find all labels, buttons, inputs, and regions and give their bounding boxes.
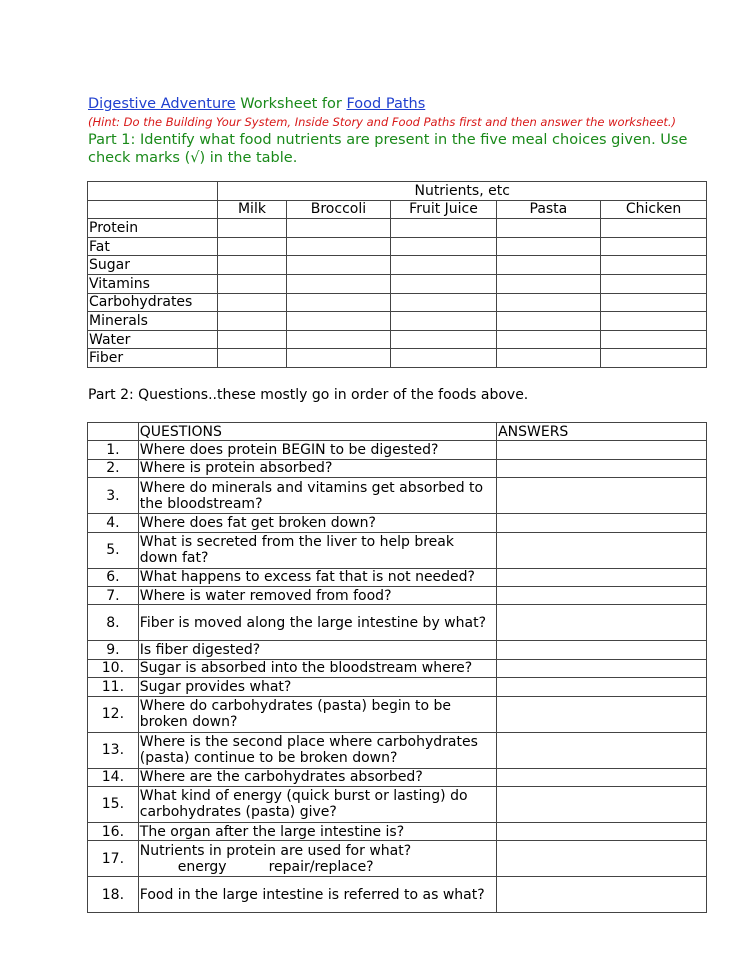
check-cell[interactable] [496,219,600,238]
check-cell[interactable] [601,256,707,275]
nutrient-label: Carbohydrates [88,293,218,312]
nutrient-label: Protein [88,219,218,238]
question-row [88,786,707,822]
question-row [88,605,707,641]
question-cell [138,841,496,877]
check-cell[interactable] [496,293,600,312]
answer-cell[interactable] [497,478,707,514]
question-text: Where is the second place where carbohydrates (pasta) continue to be broken down? [138,732,496,768]
question-text: Where does fat get broken down? [138,514,496,532]
question-row [88,586,707,604]
answer-cell[interactable] [497,514,707,532]
foods-header-row [88,200,707,219]
check-cell[interactable] [496,349,600,368]
food-paths-link[interactable]: Food Paths [346,96,426,112]
part1-instructions: Part 1: Identify what food nutrients are present in the five meal choices given. Use check marks (√) in the table. [88,132,688,166]
check-cell[interactable] [391,312,496,331]
nutrient-row [88,237,707,256]
question-number: 8. [88,605,139,641]
questions-header-row [88,423,707,441]
question-number: 16. [88,822,139,840]
question-row [88,696,707,732]
answer-options [140,859,495,875]
food-header-pasta: Pasta [496,200,600,219]
question-text: What kind of energy (quick burst or lasting) do carbohydrates (pasta) give? [138,786,496,822]
check-cell[interactable] [601,219,707,238]
nutrient-label: Vitamins [88,274,218,293]
question-row [88,459,707,477]
check-cell[interactable] [391,219,496,238]
check-cell[interactable] [391,237,496,256]
check-cell[interactable] [601,274,707,293]
nutrient-row [88,219,707,238]
answer-cell[interactable] [497,822,707,840]
answers-column-header: ANSWERS [497,423,707,441]
food-header-milk: Milk [218,200,286,219]
question-text: Where do carbohydrates (pasta) begin to be broken down? [138,696,496,732]
question-number: 10. [88,659,139,677]
nutrient-row [88,312,707,331]
check-cell[interactable] [601,349,707,368]
answer-cell[interactable] [497,732,707,768]
question-number: 14. [88,768,139,786]
question-text: Where do minerals and vitamins get absorbed to the bloodstream? [138,478,496,514]
question-row [88,532,707,568]
question-number: 6. [88,568,139,586]
nutrients-group-header-row [88,182,707,201]
answer-cell[interactable] [497,659,707,677]
answer-cell[interactable] [497,786,707,822]
question-text: Sugar is absorbed into the bloodstream where? [138,659,496,677]
question-number: 11. [88,678,139,696]
food-header-broccoli: Broccoli [286,200,391,219]
nutrients-group-header: Nutrients, etc [218,182,707,201]
answer-cell[interactable] [497,768,707,786]
check-cell[interactable] [286,219,391,238]
answer-cell[interactable] [497,877,707,913]
nutrient-label: Fat [88,237,218,256]
question-number: 5. [88,532,139,568]
question-number: 2. [88,459,139,477]
question-row [88,641,707,659]
question-text: Food in the large intestine is referred to as what? [138,877,496,913]
check-cell[interactable] [286,274,391,293]
question-text: Where are the carbohydrates absorbed? [138,768,496,786]
question-row [88,568,707,586]
question-text: Sugar provides what? [138,678,496,696]
answer-cell[interactable] [497,532,707,568]
question-row [88,841,707,877]
nutrient-label: Minerals [88,312,218,331]
answer-cell[interactable] [497,696,707,732]
questions-column-header: QUESTIONS [138,423,496,441]
food-header-chicken: Chicken [601,200,707,219]
question-number: 13. [88,732,139,768]
question-number: 15. [88,786,139,822]
question-text: What is secreted from the liver to help break down fat? [138,532,496,568]
check-cell[interactable] [286,293,391,312]
question-row [88,768,707,786]
digestive-adventure-link[interactable]: Digestive Adventure [88,96,236,112]
check-cell[interactable] [218,312,286,331]
check-cell[interactable] [496,237,600,256]
question-text: Is fiber digested? [138,641,496,659]
check-cell[interactable] [601,330,707,349]
nutrient-row [88,256,707,275]
questions-table [87,422,707,913]
check-cell[interactable] [391,349,496,368]
question-row [88,659,707,677]
question-number: 9. [88,641,139,659]
check-cell[interactable] [601,312,707,331]
answer-cell[interactable] [497,586,707,604]
check-cell[interactable] [391,293,496,312]
part2-intro: Part 2: Questions..these mostly go in order of the foods above. [88,387,529,403]
check-cell[interactable] [286,237,391,256]
question-row [88,822,707,840]
check-cell[interactable] [601,237,707,256]
food-header-fruit-juice: Fruit Juice [391,200,496,219]
check-cell[interactable] [391,274,496,293]
check-cell[interactable] [218,293,286,312]
question-text: Nutrients in protein are used for what? [139,842,412,859]
nutrient-row [88,293,707,312]
blank-corner-cell [88,200,218,219]
check-cell[interactable] [496,330,600,349]
question-number: 1. [88,441,139,459]
check-cell[interactable] [601,293,707,312]
hint-text: (Hint: Do the Building Your System, Inside Story and Food Paths first and then answer the worksheet.) [88,115,677,129]
question-number: 4. [88,514,139,532]
nutrient-label: Water [88,330,218,349]
check-cell[interactable] [496,312,600,331]
nutrient-label: Fiber [88,349,218,368]
nutrient-row [88,330,707,349]
check-cell[interactable] [218,219,286,238]
answer-cell[interactable] [497,441,707,459]
title-mid-text: Worksheet for [235,96,347,112]
question-text: What happens to excess fat that is not needed? [138,568,496,586]
question-text: Where does protein BEGIN to be digested? [138,441,496,459]
check-cell[interactable] [496,274,600,293]
blank-number-header [88,423,139,441]
check-cell[interactable] [218,256,286,275]
check-cell[interactable] [286,256,391,275]
check-cell[interactable] [218,349,286,368]
nutrient-row [88,349,707,368]
option-energy: energy [177,858,227,875]
question-number: 3. [88,478,139,514]
question-row [88,514,707,532]
answer-cell[interactable] [497,605,707,641]
question-row [88,441,707,459]
answer-cell[interactable] [497,841,707,877]
nutrient-row [88,274,707,293]
instructions-block [88,113,688,167]
check-cell[interactable] [496,256,600,275]
check-cell[interactable] [286,349,391,368]
answer-cell[interactable] [497,641,707,659]
check-cell[interactable] [391,330,496,349]
question-number: 18. [88,877,139,913]
question-number: 7. [88,586,139,604]
question-row [88,732,707,768]
question-number: 17. [88,841,139,877]
answer-cell[interactable] [497,568,707,586]
question-text: The organ after the large intestine is? [138,822,496,840]
answer-cell[interactable] [497,678,707,696]
check-cell[interactable] [286,312,391,331]
option-repair-replace: repair/replace? [268,858,374,875]
worksheet-title [88,95,425,113]
question-text: Where is water removed from food? [138,586,496,604]
question-text: Fiber is moved along the large intestine by what? [138,605,496,641]
check-cell[interactable] [286,330,391,349]
answer-cell[interactable] [497,459,707,477]
question-text: Where is protein absorbed? [138,459,496,477]
nutrients-table [87,181,707,368]
nutrient-label: Sugar [88,256,218,275]
check-cell[interactable] [218,237,286,256]
blank-corner-cell [88,182,218,201]
question-row [88,678,707,696]
check-cell[interactable] [391,256,496,275]
question-row [88,877,707,913]
check-cell[interactable] [218,274,286,293]
question-number: 12. [88,696,139,732]
check-cell[interactable] [218,330,286,349]
question-row [88,478,707,514]
